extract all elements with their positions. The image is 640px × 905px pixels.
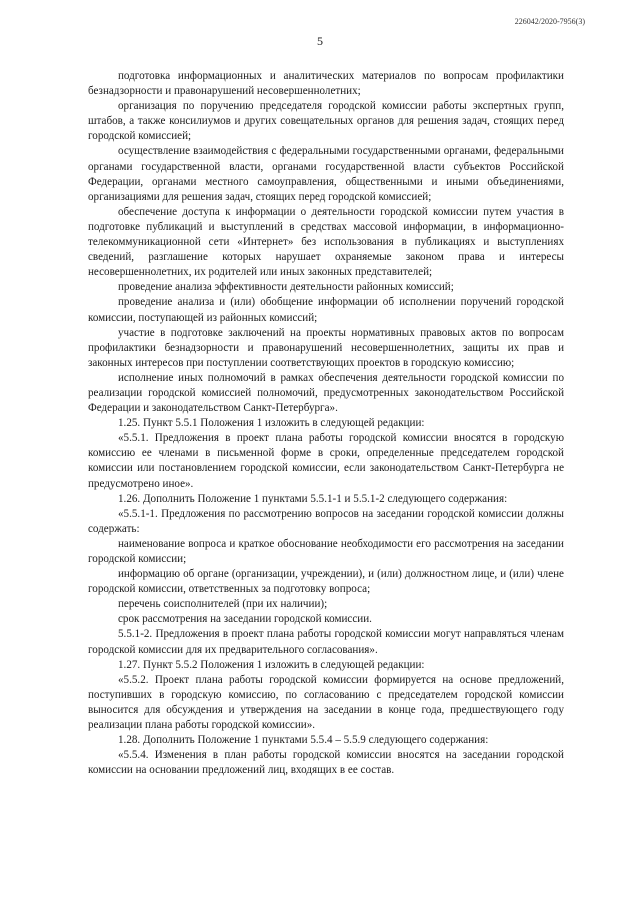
paragraph: участие в подготовке заключений на проекты нормативных правовых актов по вопросам профилактики безнадзорности и правонарушений несовершеннолетних, защиты их прав и законных интересов при поступлении соответствующих проектов в городскую комиссию; <box>88 326 564 369</box>
paragraph: срок рассмотрения на заседании городской комиссии. <box>118 613 372 626</box>
document-registration-code: 226042/2020-7956(3) <box>514 17 585 26</box>
paragraph: «5.5.1-1. Предложения по рассмотрению вопросов на заседании городской комиссии должны содержать: <box>88 507 564 535</box>
document-body <box>88 69 564 778</box>
paragraph: осуществление взаимодействия с федеральными государственными органами, федеральными органами государственной власти, органами государственной власти субъектов Российской Федерации, органами местного самоуправления, общественными и иными объединениями, организациями для решения задач, стоящих перед городской комиссией; <box>88 145 564 203</box>
paragraph: «5.5.2. Проект плана работы городской комиссии формируется на основе предложений, поступивших в городскую комиссию, по согласованию с председателем городской комиссии выносится для обсуждения и утверждения на заседании в конце года, предшествующего году реализации плана работы городской комиссии». <box>88 673 564 732</box>
paragraph: подготовка информационных и аналитических материалов по вопросам профилактики безнадзорности и правонарушений несовершеннолетних; <box>88 70 564 98</box>
paragraph: организация по поручению председателя городской комиссии работы экспертных групп, штабов, а также консилиумов и других совещательных органов для решения задач, стоящих перед городской комиссией; <box>88 100 564 143</box>
paragraph: 1.25. Пункт 5.5.1 Положения 1 изложить в следующей редакции: <box>118 417 425 430</box>
paragraph: информацию об органе (организации, учреждении), и (или) должностном лице, и (или) члене городской комиссии, ответственных за подготовку вопроса; <box>88 568 564 596</box>
page-number: 5 <box>317 34 323 48</box>
paragraph: «5.5.1. Предложения в проект плана работы городской комиссии вносятся в городскую комиссию ее членами в письменной форме в сроки, определенные председателем городской комиссии или постановлением городской комиссии, если законодательством Санкт-Петербурга не предусмотрено иное». <box>88 432 564 490</box>
paragraph: 1.26. Дополнить Положение 1 пунктами 5.5.1-1 и 5.5.1-2 следующего содержания: <box>118 492 508 505</box>
paragraph: 1.27. Пункт 5.5.2 Положения 1 изложить в следующей редакции: <box>118 658 425 671</box>
paragraph: перечень соисполнителей (при их наличии); <box>118 598 328 611</box>
paragraph: проведение анализа эффективности деятельности районных комиссий; <box>118 281 454 294</box>
paragraph: 5.5.1-2. Предложения в проект плана работы городской комиссии могут направляться членам городской комиссии для их предварительного согласования». <box>88 628 564 656</box>
paragraph: 1.28. Дополнить Положение 1 пунктами 5.5.4 – 5.5.9 следующего содержания: <box>118 734 489 747</box>
paragraph: проведение анализа и (или) обобщение информации об исполнении поручений городской комиссии, поступающей из районных комиссий; <box>88 296 564 324</box>
paragraph: «5.5.4. Изменения в план работы городской комиссии вносятся на заседании городской комиссии на основании предложений лиц, входящих в ее состав. <box>88 749 564 777</box>
paragraph: наименование вопроса и краткое обоснование необходимости его рассмотрения на заседании городской комиссии; <box>88 537 564 565</box>
paragraph: обеспечение доступа к информации о деятельности городской комиссии путем участия в подготовке публикаций и выступлений в средствах массовой информации, в информационно-телекоммуникационной сети «Интернет» без использования в публикациях и выступлениях сведений, разглашение которых нарушает охраняемые законом права и интересы несовершеннолетних, их родителей или иных законных представителей; <box>88 205 564 279</box>
paragraph: исполнение иных полномочий в рамках обеспечения деятельности городской комиссии по реализации городской комиссией полномочий, предусмотренных законодательством Российской Федерации и законодательством Санкт-Петербурга». <box>88 371 564 415</box>
